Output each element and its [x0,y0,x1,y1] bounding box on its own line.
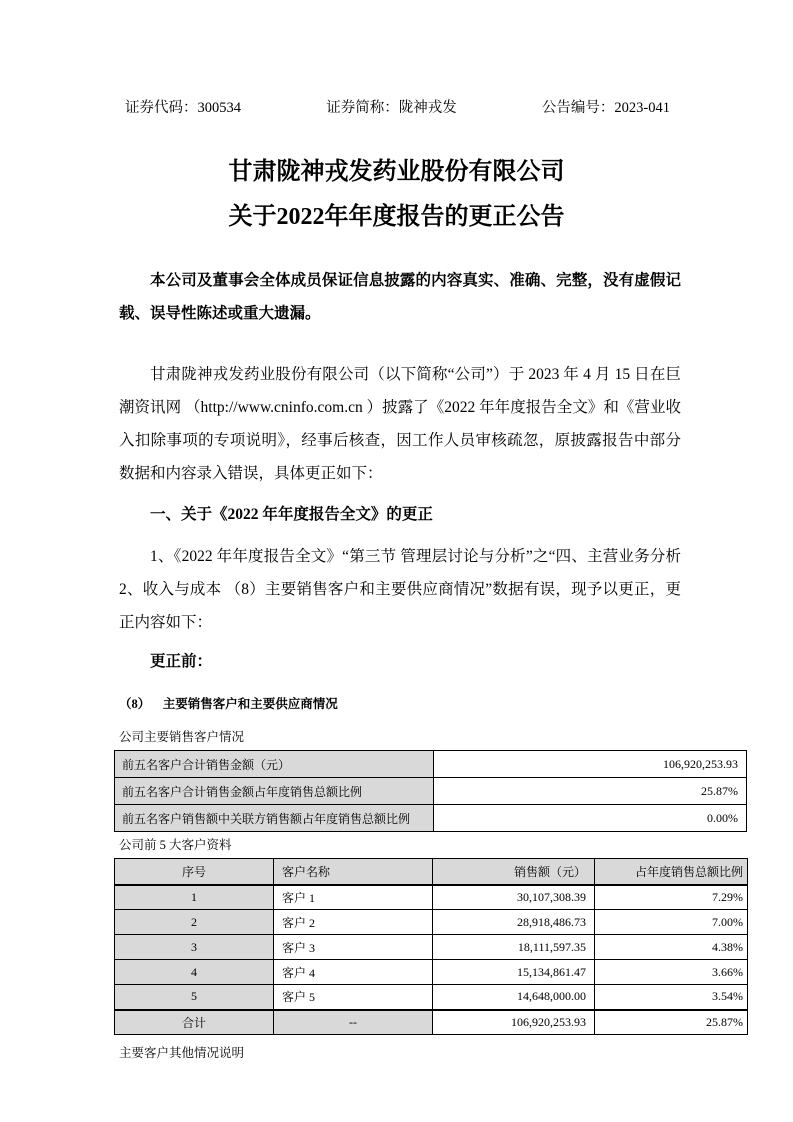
cell-sales-amount: 30,107,308.39 [433,885,595,910]
table-row [115,910,748,935]
subsection-8-heading [119,694,681,714]
cell-total-ratio: 25.87% [595,1010,748,1035]
stock-short-name: 证券简称：陇神戎发 [326,100,457,116]
other-customer-info-note: 主要客户其他情况说明 [119,1046,245,1060]
section-1-heading: 一、关于《2022 年年度报告全文》的更正 [150,506,433,523]
table-row [115,935,748,960]
cell-index: 2 [115,910,274,935]
cell-sales-amount: 15,134,861.47 [433,960,595,985]
cell-total-dash: -- [274,1010,433,1035]
cell-sales-ratio: 7.00% [595,910,748,935]
stock-code: 证券代码：300534 [125,100,241,116]
doc-title-line1: 甘肃陇神戎发药业股份有限公司 [228,159,565,185]
col-header-customer-name: 客户名称 [274,859,433,885]
cell-index: 3 [115,935,274,960]
col-header-sales-ratio: 占年度销售总额比例 [595,859,748,885]
cell-index: 4 [115,960,274,985]
cell-sales-amount: 18,111,597.35 [433,935,595,960]
board-statement: 本公司及董事会全体成员保证信息披露的内容真实、准确、完整，没有虚假记载、误导性陈述或重大遗漏。 [119,272,681,322]
cell-sales-ratio: 4.38% [595,935,748,960]
section-1-paragraph: 1、《2022 年年度报告全文》“第三节 管理层讨论与分析”之“四、主营业务分析 2、收入与成本 （8）主要销售客户和主要供应商情况”数据有误，现予以更正，更正内容如下： [119,548,681,631]
cell-customer-name: 客户 3 [274,935,433,960]
cell-sales-amount: 28,918,486.73 [433,910,595,935]
summary-label-total-amount: 前五名客户合计销售金额（元） [115,751,434,778]
cell-sales-ratio: 3.66% [595,960,748,985]
table-row [115,960,748,985]
cell-total-label: 合计 [115,1010,274,1035]
table-row [115,778,747,805]
customer-summary-table [114,750,747,832]
top5-customers-table [114,858,748,1035]
col-header-index: 序号 [115,859,274,885]
table-row [115,885,748,910]
subsection-8-number: （8） [119,697,151,711]
cell-customer-name: 客户 4 [274,960,433,985]
doc-header [125,98,670,118]
cell-sales-ratio: 7.29% [595,885,748,910]
subsection-8-text: 主要销售客户和主要供应商情况 [162,697,338,711]
cell-index: 1 [115,885,274,910]
table-row [115,805,747,832]
intro-paragraph: 甘肃陇神戎发药业股份有限公司（以下简称“公司”）于 2023 年 4 月 15 日在巨潮资讯网 （http://www.cninfo.com.cn ）披露了《2022 年年度报告全文》和《营业收入扣除事项的专项说明》，经事后核查，因工作人员审核疏忽，原披露报告中部分数据和内容录入错误，具体更正如下： [119,366,681,482]
summary-label-total-ratio: 前五名客户合计销售金额占年度销售总额比例 [115,778,434,805]
cell-customer-name: 客户 1 [274,885,433,910]
cell-sales-amount: 14,648,000.00 [433,985,595,1010]
doc-title-line2: 关于2022年年度报告的更正公告 [228,204,565,230]
summary-value-total-ratio: 25.87% [434,778,747,805]
cell-customer-name: 客户 5 [274,985,433,1010]
summary-value-total-amount: 106,920,253.93 [434,751,747,778]
table-total-row [115,1010,748,1035]
announcement-number: 公告编号：2023-041 [541,100,670,116]
col-header-sales-amount: 销售额（元） [433,859,595,885]
table-row [115,985,748,1010]
doc-title [0,150,793,240]
cell-total-amount: 106,920,253.93 [433,1010,595,1035]
table-row [115,751,747,778]
summary-value-related-ratio: 0.00% [434,805,747,832]
summary-label-related-ratio: 前五名客户销售额中关联方销售额占年度销售总额比例 [115,805,434,832]
summary-table-caption: 公司主要销售客户情况 [119,730,245,744]
before-correction-label: 更正前： [150,653,213,670]
cell-customer-name: 客户 2 [274,910,433,935]
table-header-row [115,859,748,885]
cell-index: 5 [115,985,274,1010]
cell-sales-ratio: 3.54% [595,985,748,1010]
top5-table-caption: 公司前 5 大客户资料 [119,838,232,852]
